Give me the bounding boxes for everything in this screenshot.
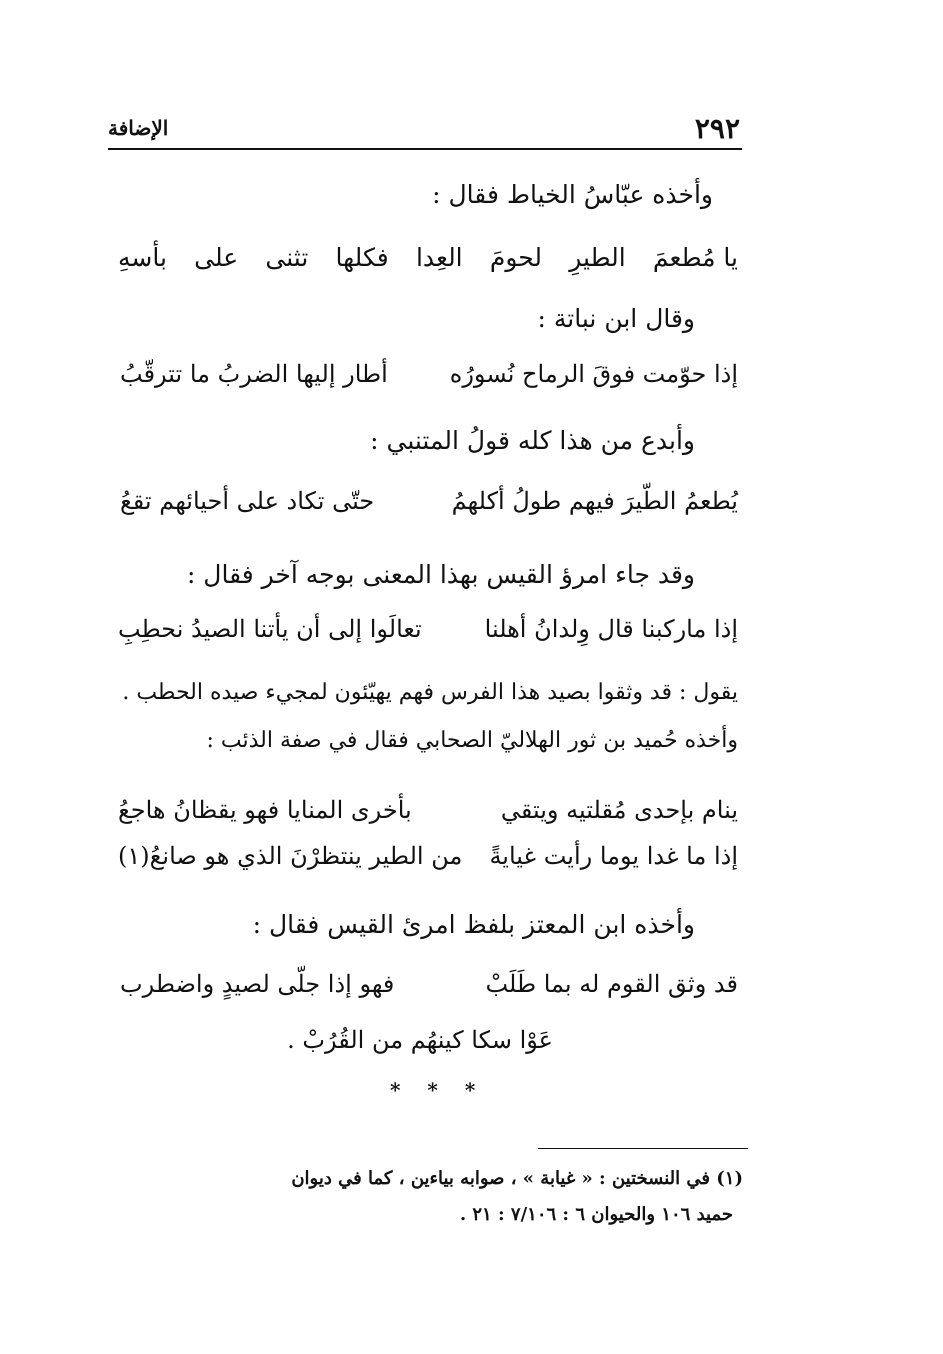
verse-word: لحومَ xyxy=(489,243,543,272)
verse-word: فكلها xyxy=(335,243,389,272)
intro-line: وقال ابن نباتة : xyxy=(537,304,695,333)
section-separator: * * * xyxy=(390,1078,486,1102)
verse-word: على xyxy=(194,243,239,272)
verse-line xyxy=(118,243,738,273)
prose-line: وأخذه حُميد بن ثور الهلاليّ الصحابي فقال في صفة الذئب : xyxy=(206,728,738,753)
verse-first-hemistich: يُطعمُ الطّيرَ فيهم طولُ أكلهمُ xyxy=(451,487,738,515)
verse-first-hemistich: ينام بإحدى مُقلتيه ويتقي xyxy=(500,796,738,824)
verse-second-hemistich: تعالَوا إلى أن يأتنا الصيدُ نحطِبِ xyxy=(118,615,422,643)
verse-word: تثنى xyxy=(265,243,309,272)
footnote-line: حميد ١٠٦ والحيوان ٦ : ٧/١٠٦ : ٢١ . xyxy=(459,1204,733,1225)
verse-word: بأسهِ xyxy=(118,243,167,272)
verse-second-hemistich: بأخرى المنايا فهو يقظانُ هاجعُ xyxy=(118,796,412,824)
page-number: ٢٩٢ xyxy=(694,112,740,145)
verse-first-hemistich: قد وثق القوم له بما طَلَبْ xyxy=(485,970,738,998)
intro-line: وأخذه ابن المعتز بلفظ امرئ القيس فقال : xyxy=(252,910,695,939)
verse-second-hemistich: من الطير ينتظرْنَ الذي هو صانعُ(١) xyxy=(118,842,463,870)
prose-line: يقول : قد وثقوا بصيد هذا الفرس فهم يهيّئون لمجيء صيده الحطب . xyxy=(122,680,738,705)
intro-line: وأبدع من هذا كله قولُ المتنبي : xyxy=(370,426,695,455)
intro-line: وأخذه عبّاسُ الخياط فقال : xyxy=(432,180,713,209)
verse-second-hemistich: فهو إذا جلّى لصيدٍ واضطرب xyxy=(120,970,395,998)
verse-closing-hemistich: عَوْا سكا كينهُم من القُرُبْ . xyxy=(287,1026,553,1054)
running-title: الإضافة xyxy=(108,116,169,140)
verse-word: العِدا xyxy=(415,243,463,272)
verse-second-hemistich: أطار إليها الضربُ ما تترقّبُ xyxy=(120,360,388,388)
verse-word: يا مُطعمَ xyxy=(652,243,738,272)
verse-second-hemistich: حتّى تكاد على أحيائهم تقعُ xyxy=(120,487,375,515)
footnote-line: (١) في النسختين : « غيابة » ، صوابه بياءين ، كما في ديوان xyxy=(291,1168,743,1189)
footnote-rule xyxy=(538,1148,748,1149)
verse-first-hemistich: إذا ما غدا يوما رأيت غيايةً xyxy=(489,842,738,870)
verse-word: الطيرِ xyxy=(569,243,626,272)
verse-first-hemistich: إذا حوّمت فوقَ الرماح نُسورُه xyxy=(449,360,738,388)
verse-first-hemistich: إذا ماركبنا قال وِلدانُ أهلنا xyxy=(484,615,738,643)
intro-line: وقد جاء امرؤ القيس بهذا المعنى بوجه آخر فقال : xyxy=(186,560,695,589)
page-header xyxy=(108,112,740,148)
header-rule xyxy=(108,148,742,150)
